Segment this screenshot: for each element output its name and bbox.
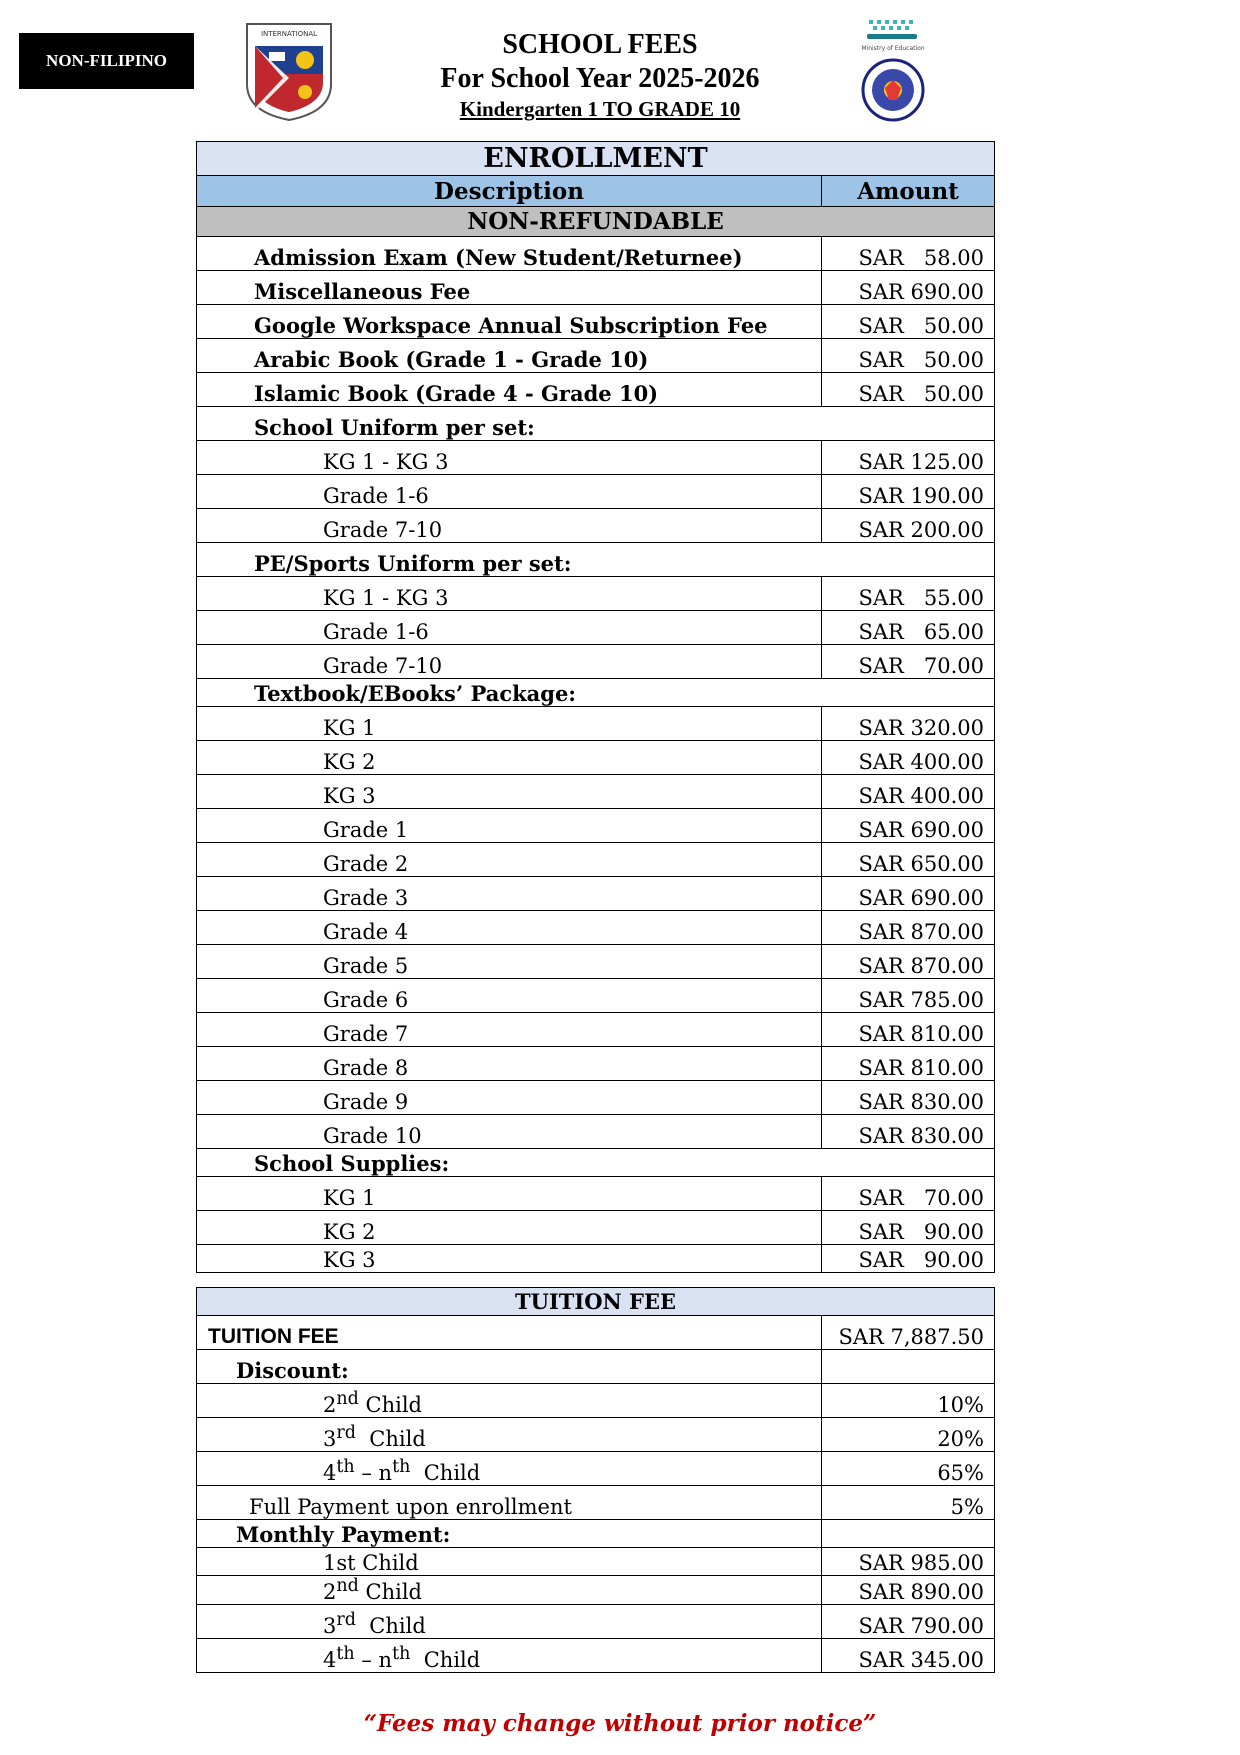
fee-label: KG 1 — [197, 1177, 822, 1211]
discount-value: 10% — [822, 1384, 995, 1418]
fee-label: KG 2 — [197, 1211, 822, 1245]
table-row — [197, 843, 995, 877]
fee-amount: SAR 320.00 — [822, 707, 995, 741]
table-row — [197, 1486, 995, 1520]
table-row — [197, 1211, 995, 1245]
nonrefundable-row — [197, 207, 995, 237]
tuition-fee-amount: SAR 7,887.50 — [822, 1316, 995, 1350]
fee-label: Admission Exam (New Student/Returnee) — [197, 237, 822, 271]
fee-amount: SAR 870.00 — [822, 945, 995, 979]
table-row — [197, 877, 995, 911]
fee-amount: SAR 90.00 — [822, 1211, 995, 1245]
fee-label: Google Workspace Annual Subscription Fee — [197, 305, 822, 339]
document-header — [380, 28, 820, 122]
table-row — [197, 1316, 995, 1350]
section-row — [197, 679, 995, 707]
monthly-amount: SAR 790.00 — [822, 1605, 995, 1639]
table-row — [197, 1177, 995, 1211]
fee-amount: SAR 125.00 — [822, 441, 995, 475]
ministry-seal-logo — [845, 18, 941, 124]
school-year: For School Year 2025-2026 — [440, 63, 760, 94]
full-payment-label: Full Payment upon enrollment — [197, 1486, 822, 1520]
fee-label: Grade 1-6 — [197, 611, 822, 645]
table-row — [197, 741, 995, 775]
fee-label: Grade 8 — [197, 1047, 822, 1081]
monthly-section-label: Monthly Payment: — [197, 1520, 822, 1548]
fee-amount: SAR 690.00 — [822, 271, 995, 305]
fee-amount: SAR 90.00 — [822, 1245, 995, 1273]
table-row — [197, 1384, 995, 1418]
monthly-amount: SAR 345.00 — [822, 1639, 995, 1673]
tuition-title-row — [197, 1288, 995, 1316]
empty-cell — [822, 1350, 995, 1384]
fee-label: Arabic Book (Grade 1 - Grade 10) — [197, 339, 822, 373]
tuition-title: TUITION FEE — [197, 1288, 995, 1316]
section-row — [197, 407, 995, 441]
tuition-fee-label: TUITION FEE — [197, 1316, 822, 1350]
empty-cell — [822, 1520, 995, 1548]
table-row — [197, 509, 995, 543]
section-row — [197, 1520, 995, 1548]
school-crest-logo — [243, 22, 335, 122]
enrollment-table — [196, 141, 995, 1273]
discount-label: 2nd Child — [197, 1384, 822, 1418]
discount-value: 20% — [822, 1418, 995, 1452]
monthly-label: 1st Child — [197, 1548, 822, 1576]
discount-value: 65% — [822, 1452, 995, 1486]
table-row — [197, 1639, 995, 1673]
table-row — [197, 911, 995, 945]
fee-amount: SAR 50.00 — [822, 373, 995, 407]
table-row — [197, 1047, 995, 1081]
svg-text:INTERNATIONAL: INTERNATIONAL — [260, 30, 318, 38]
table-row — [197, 611, 995, 645]
monthly-amount: SAR 985.00 — [822, 1548, 995, 1576]
fee-amount: SAR 830.00 — [822, 1115, 995, 1149]
enrollment-title-row — [197, 142, 995, 176]
fee-amount: SAR 690.00 — [822, 877, 995, 911]
description-header: Description — [197, 176, 822, 207]
enrollment-title: ENROLLMENT — [197, 142, 995, 176]
table-row — [197, 645, 995, 679]
table-row — [197, 809, 995, 843]
fee-amount: SAR 58.00 — [822, 237, 995, 271]
fee-amount: SAR 200.00 — [822, 509, 995, 543]
table-row — [197, 1548, 995, 1576]
fee-label: Grade 2 — [197, 843, 822, 877]
fee-amount: SAR 70.00 — [822, 645, 995, 679]
full-payment-value: 5% — [822, 1486, 995, 1520]
table-row — [197, 339, 995, 373]
fee-label: Grade 3 — [197, 877, 822, 911]
document-title: SCHOOL FEES — [502, 29, 698, 60]
fee-amount: SAR 690.00 — [822, 809, 995, 843]
table-row — [197, 1418, 995, 1452]
svg-text:Ministry of Education: Ministry of Education — [861, 45, 925, 52]
fee-amount: SAR 55.00 — [822, 577, 995, 611]
supplies-section-label: School Supplies: — [197, 1149, 995, 1177]
fee-amount: SAR 50.00 — [822, 339, 995, 373]
fee-amount: SAR 65.00 — [822, 611, 995, 645]
fee-label: Grade 7-10 — [197, 645, 822, 679]
column-header-row — [197, 176, 995, 207]
table-row — [197, 577, 995, 611]
fee-amount: SAR 400.00 — [822, 741, 995, 775]
uniform-section-label: School Uniform per set: — [197, 407, 995, 441]
fee-label: Grade 7-10 — [197, 509, 822, 543]
fee-amount: SAR 830.00 — [822, 1081, 995, 1115]
fee-label: KG 1 - KG 3 — [197, 441, 822, 475]
table-row — [197, 945, 995, 979]
fee-label: Grade 10 — [197, 1115, 822, 1149]
monthly-label: 3rd Child — [197, 1605, 822, 1639]
fee-label: Grade 1-6 — [197, 475, 822, 509]
fee-amount: SAR 400.00 — [822, 775, 995, 809]
discount-label: $4th - n^{th}$ Child — [197, 1452, 822, 1486]
section-row — [197, 1350, 995, 1384]
fee-label: Grade 6 — [197, 979, 822, 1013]
fee-amount: SAR 50.00 — [822, 305, 995, 339]
pe-uniform-section-label: PE/Sports Uniform per set: — [197, 543, 995, 577]
table-row — [197, 1245, 995, 1273]
fee-label: Islamic Book (Grade 4 - Grade 10) — [197, 373, 822, 407]
monthly-amount: SAR 890.00 — [822, 1576, 995, 1605]
fee-label: KG 1 — [197, 707, 822, 741]
table-row — [197, 1452, 995, 1486]
fee-label: KG 3 — [197, 775, 822, 809]
table-row — [197, 1081, 995, 1115]
table-row — [197, 475, 995, 509]
table-row — [197, 1576, 995, 1605]
discount-label: 3rd Child — [197, 1418, 822, 1452]
table-row — [197, 271, 995, 305]
fee-label: Grade 7 — [197, 1013, 822, 1047]
discount-section-label: Discount: — [197, 1350, 822, 1384]
table-row — [197, 1115, 995, 1149]
monthly-label: 2nd Child — [197, 1576, 822, 1605]
table-row — [197, 305, 995, 339]
fee-amount: SAR 785.00 — [822, 979, 995, 1013]
textbook-section-label: Textbook/EBooks’ Package: — [197, 679, 995, 707]
fee-label: Grade 1 — [197, 809, 822, 843]
table-row — [197, 441, 995, 475]
table-row — [197, 775, 995, 809]
table-row — [197, 1605, 995, 1639]
fee-label: Grade 4 — [197, 911, 822, 945]
fee-amount: SAR 870.00 — [822, 911, 995, 945]
fee-amount: SAR 650.00 — [822, 843, 995, 877]
fee-amount: SAR 190.00 — [822, 475, 995, 509]
table-row — [197, 979, 995, 1013]
nonrefundable-label: NON-REFUNDABLE — [197, 207, 995, 237]
fee-amount: SAR 70.00 — [822, 1177, 995, 1211]
section-row — [197, 543, 995, 577]
fee-label: Miscellaneous Fee — [197, 271, 822, 305]
table-row — [197, 237, 995, 271]
fee-change-notice: “Fees may change without prior notice” — [363, 1710, 877, 1737]
fee-label: Grade 5 — [197, 945, 822, 979]
fee-amount: SAR 810.00 — [822, 1047, 995, 1081]
fee-amount: SAR 810.00 — [822, 1013, 995, 1047]
amount-header: Amount — [822, 176, 995, 207]
fee-label: KG 2 — [197, 741, 822, 775]
table-row — [197, 707, 995, 741]
fee-label: KG 1 - KG 3 — [197, 577, 822, 611]
table-row — [197, 1013, 995, 1047]
fee-label: KG 3 — [197, 1245, 822, 1273]
fee-label: Grade 9 — [197, 1081, 822, 1115]
monthly-label: $4th - n^{th}$ Child — [197, 1639, 822, 1673]
category-badge: NON-FILIPINO — [19, 33, 194, 89]
section-row — [197, 1149, 995, 1177]
table-row — [197, 373, 995, 407]
tuition-table — [196, 1287, 995, 1673]
grade-range: Kindergarten 1 TO GRADE 10 — [459, 97, 741, 121]
